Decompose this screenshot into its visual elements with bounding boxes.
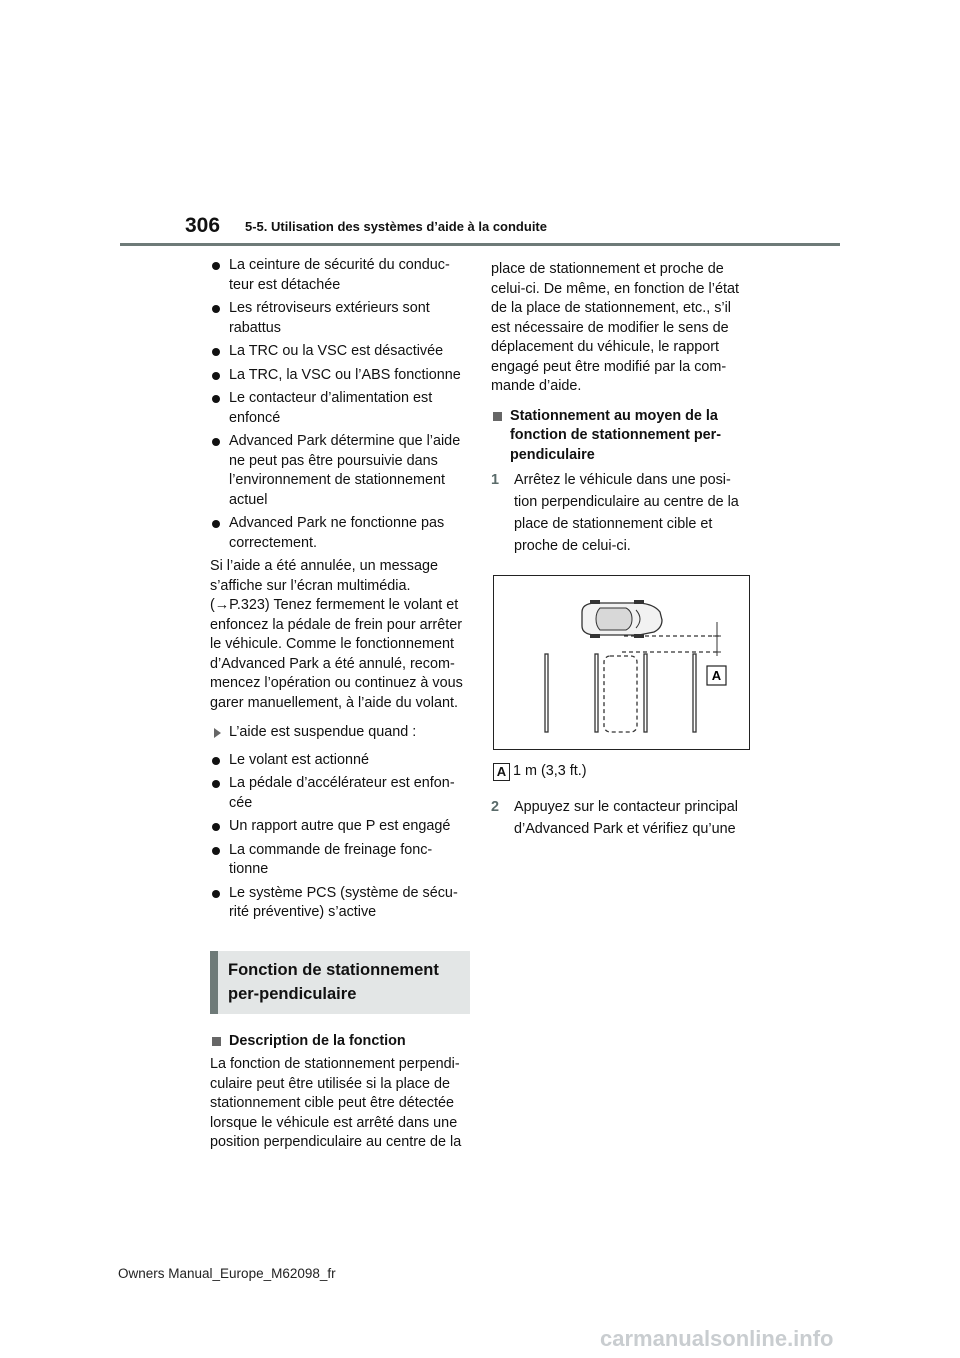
page-footer: Owners Manual_Europe_M62098_fr <box>118 1266 336 1281</box>
list-item: La TRC, la VSC ou l’ABS fonctionne <box>210 366 470 386</box>
left-column <box>210 256 470 1153</box>
bullet-icon <box>212 262 220 270</box>
step-number: 1 <box>491 472 500 488</box>
bullet-icon <box>212 780 220 788</box>
list-item: Advanced Park ne fonctionne pas correctement. <box>210 514 470 553</box>
label-a-text: A <box>711 668 722 683</box>
right-column <box>491 256 749 846</box>
figure-legend <box>491 762 749 782</box>
bay-line <box>644 654 647 732</box>
parking-diagram-svg <box>494 576 749 749</box>
header-divider <box>120 243 840 246</box>
list-item: Advanced Park détermine que l’aide ne peut pas être poursuivie dans l’environnement de stationnement actuel <box>210 432 470 510</box>
list-item: La commande de freinage fonc-tionne <box>210 841 470 880</box>
continuation-text: place de stationnement et proche de celui-ci. De même, en fonction de l’état de la place de stationnement, etc., s’il est nécessaire de modifier le sens de déplacement du véhicule, le rapport engagé peut être modifié par la com-mande d’aide. <box>491 261 739 394</box>
section-title: 5-5. Utilisation des systèmes d’aide à la conduite <box>245 219 547 234</box>
square-bullet-icon <box>212 1037 221 1046</box>
watermark: carmanualsonline.info <box>600 1326 834 1351</box>
triangle-icon <box>214 728 221 738</box>
step-text: Appuyez sur le contacteur principal d’Advanced Park et vérifiez qu’une <box>514 798 738 837</box>
bullet-icon <box>212 890 220 898</box>
legend-key-a: A <box>493 763 510 781</box>
bullet-icon <box>212 757 220 765</box>
step-number: 2 <box>491 798 500 815</box>
bullet-icon <box>212 305 220 313</box>
bay-line <box>545 654 548 732</box>
list-item: La ceinture de sécurité du conduc-teur est détachée <box>210 256 470 295</box>
cancel-paragraph: Si l’aide a été annulée, un message s’affiche sur l’écran multimédia. (→P.323) Tenez fermement le volant et enfoncez la pédale de frein pour arrêter le véhicule. Comme le fonctionnement d’Advanced Park a été annulé, recom-mencez l’opération ou continuez à vous garer manuellement, à l’aide du volant. <box>210 558 463 711</box>
parking-diagram <box>493 575 750 750</box>
bay-line <box>693 654 696 732</box>
bullet-icon <box>212 847 220 855</box>
step-1 <box>491 469 749 557</box>
list-item: Les rétroviseurs extérieurs sont rabattus <box>210 299 470 338</box>
page-number: 306 <box>185 214 221 237</box>
bullet-icon <box>212 438 220 446</box>
step-2 <box>491 796 749 840</box>
page-header <box>0 0 960 250</box>
square-bullet-icon <box>493 412 502 421</box>
bullet-icon <box>212 823 220 831</box>
bullet-icon <box>212 395 220 403</box>
list-item: Le volant est actionné <box>210 751 470 771</box>
bay-line <box>595 654 598 732</box>
bullet-icon <box>212 348 220 356</box>
legend-text: 1 m (3,3 ft.) <box>513 763 587 779</box>
car-top-view <box>582 600 662 638</box>
description-heading: Description de la fonction <box>210 1032 470 1052</box>
section-heading-box: Fonction de stationnement per-pendiculaire <box>210 951 470 1014</box>
suspend-heading: L’aide est suspendue quand : <box>210 723 470 743</box>
bullet-icon <box>212 520 220 528</box>
list-item: La TRC ou la VSC est désactivée <box>210 342 470 362</box>
bullet-icon <box>212 372 220 380</box>
list-item: Le système PCS (système de sécu-rité préventive) s’active <box>210 884 470 923</box>
list-item: La pédale d’accélérateur est enfon-cée <box>210 774 470 813</box>
step-text: Arrêtez le véhicule dans une posi-tion perpendiculaire au centre de la place de stationnement cible et proche de celui-ci. <box>514 472 739 554</box>
list-item: Un rapport autre que P est engagé <box>210 817 470 837</box>
target-space-outline <box>604 656 637 732</box>
sub-heading: Stationnement au moyen de la fonction de stationnement per-pendiculaire <box>491 407 749 466</box>
list-item: Le contacteur d’alimentation est enfoncé <box>210 389 470 428</box>
description-text: La fonction de stationnement perpendi-culaire peut être utilisée si la place de stationnement cible peut être détectée lorsque le véhicule est arrêté dans une position perpendiculaire au centre de la <box>210 1056 462 1150</box>
